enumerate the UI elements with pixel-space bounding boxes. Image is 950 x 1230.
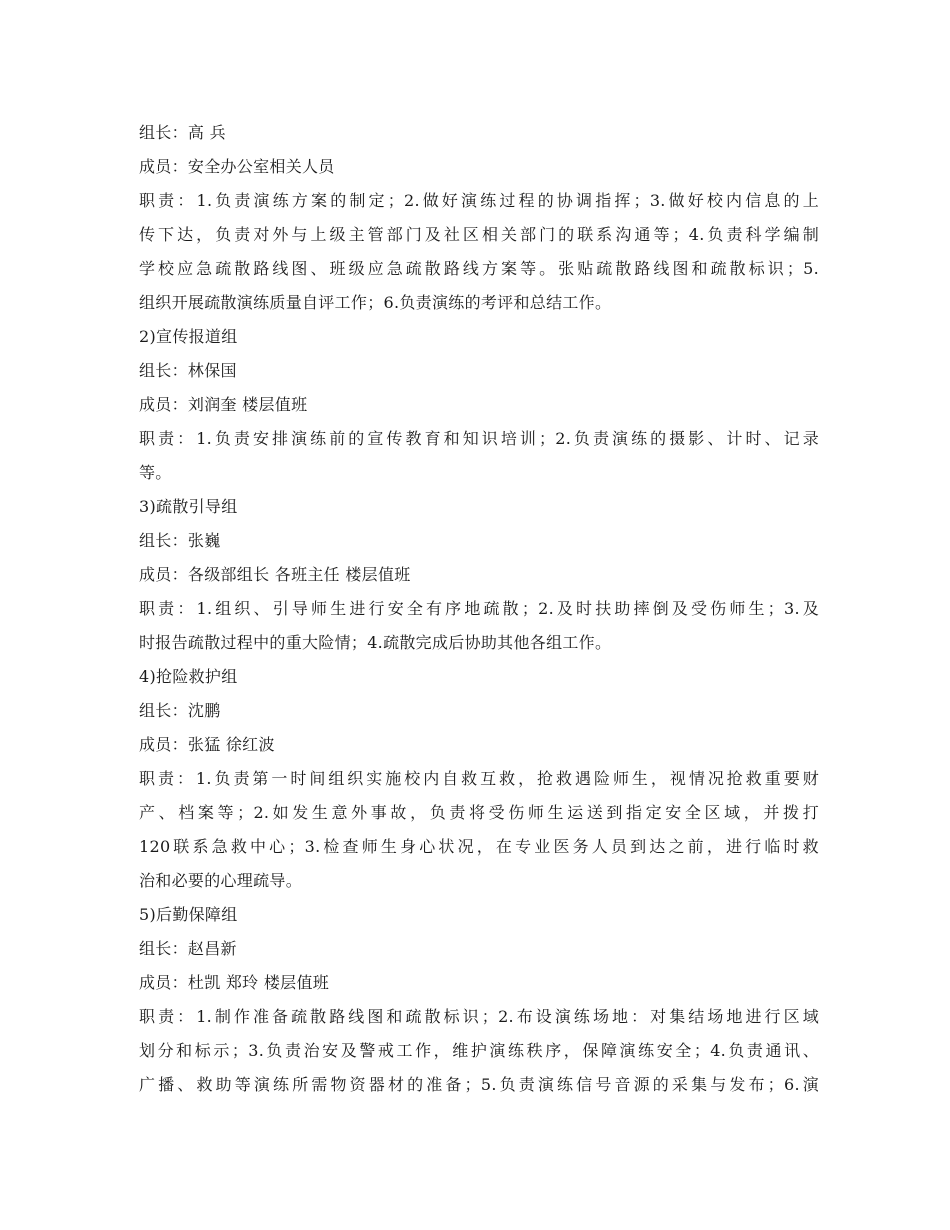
text-line: 治和必要的心理疏导。 [139, 871, 303, 890]
section-heading: 3)疏散引导组 [139, 497, 238, 516]
text-line: 成员：刘润奎 楼层值班 [139, 395, 308, 414]
text-line: 成员：张猛 徐红波 [139, 735, 275, 754]
text-line: 职责：1.负责安排演练前的宣传教育和知识培训；2.负责演练的摄影、计时、记录 [139, 429, 819, 448]
text-line: 等。 [139, 463, 172, 482]
text-line: 职责：1.制作准备疏散路线图和疏散标识；2.布设演练场地：对集结场地进行区域 [139, 1007, 819, 1026]
text-line: 广播、救助等演练所需物资器材的准备；5.负责演练信号音源的采集与发布；6.演 [139, 1075, 819, 1094]
text-line: 组长：高 兵 [139, 123, 226, 142]
text-line: 成员：安全办公室相关人员 [139, 157, 335, 176]
text-line: 划分和标示；3.负责治安及警戒工作，维护演练秩序，保障演练安全；4.负责通讯、 [139, 1041, 819, 1060]
text-line: 120联系急救中心；3.检查师生身心状况，在专业医务人员到达之前，进行临时救 [139, 837, 819, 856]
text-line: 成员：杜凯 郑玲 楼层值班 [139, 973, 330, 992]
text-line: 学校应急疏散路线图、班级应急疏散路线方案等。张贴疏散路线图和疏散标识；5. [139, 259, 819, 278]
text-line: 职责：1.负责第一时间组织实施校内自救互救，抢救遇险师生，视情况抢救重要财 [139, 769, 819, 788]
text-line: 传下达，负责对外与上级主管部门及社区相关部门的联系沟通等；4.负责科学编制 [139, 225, 819, 244]
section-heading: 2)宣传报道组 [139, 327, 238, 346]
text-line: 组长：赵昌新 [139, 939, 237, 958]
text-line: 组织开展疏散演练质量自评工作；6.负责演练的考评和总结工作。 [139, 293, 612, 312]
text-line: 组长：沈鹏 [139, 701, 221, 720]
text-line: 组长：张巍 [139, 531, 221, 550]
text-line: 职责：1.组织、引导师生进行安全有序地疏散；2.及时扶助摔倒及受伤师生；3.及 [139, 599, 819, 618]
text-line: 组长：林保国 [139, 361, 237, 380]
text-line: 时报告疏散过程中的重大险情；4.疏散完成后协助其他各组工作。 [139, 633, 612, 652]
text-line: 产、档案等；2.如发生意外事故，负责将受伤师生运送到指定安全区域，并拨打 [139, 803, 819, 822]
section-heading: 5)后勤保障组 [139, 905, 238, 924]
text-line: 职责：1.负责演练方案的制定；2.做好演练过程的协调指挥；3.做好校内信息的上 [139, 191, 819, 210]
section-heading: 4)抢险救护组 [139, 667, 238, 686]
text-line: 成员：各级部组长 各班主任 楼层值班 [139, 565, 411, 584]
document-body [139, 116, 819, 1102]
